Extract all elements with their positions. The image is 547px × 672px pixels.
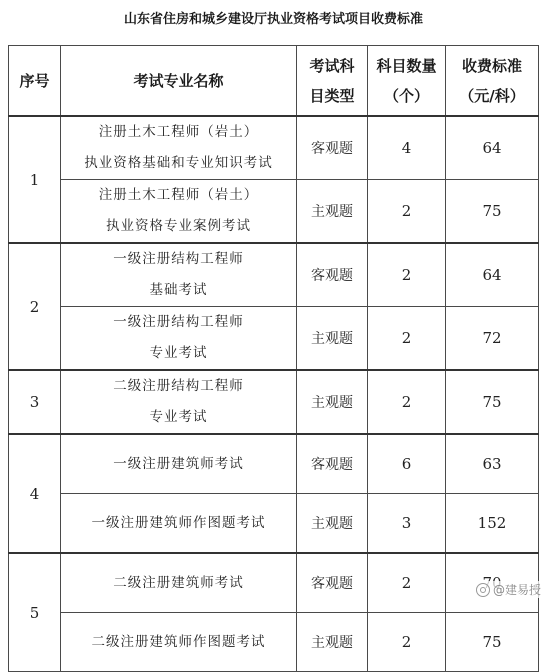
exam-type-cell: 主观题	[297, 613, 368, 672]
table-row	[9, 116, 539, 180]
subject-count-cell: 2	[368, 307, 446, 371]
subject-count-cell: 2	[368, 613, 446, 672]
exam-name-cell	[61, 613, 297, 672]
table-row	[9, 307, 539, 371]
exam-type-cell: 客观题	[297, 116, 368, 180]
exam-name-cell	[61, 370, 297, 434]
row-index: 4	[9, 434, 61, 553]
exam-name-line1: 二级注册结构工程师	[113, 378, 244, 394]
exam-name-line1: 一级注册建筑师作图题考试	[91, 514, 266, 531]
subject-count-cell: 3	[368, 494, 446, 554]
row-index: 3	[9, 370, 61, 434]
row-index: 2	[9, 243, 61, 370]
subject-count-cell: 2	[368, 180, 446, 244]
exam-type-cell: 主观题	[297, 370, 368, 434]
table-row	[9, 613, 539, 672]
exam-name-line2: 执业资格基础和专业知识考试	[84, 155, 273, 171]
exam-name-cell	[61, 116, 297, 180]
page-title: 山东省住房和城乡建设厅执业资格考试项目收费标准	[123, 12, 423, 27]
exam-name-cell	[61, 243, 297, 307]
table-header-row	[9, 46, 539, 117]
exam-name-cell	[61, 434, 297, 494]
exam-name-line1: 一级注册结构工程师	[113, 314, 244, 330]
exam-type-cell: 主观题	[297, 180, 368, 244]
subject-count-cell: 4	[368, 116, 446, 180]
exam-name-line2: 基础考试	[149, 282, 208, 298]
exam-type-cell: 主观题	[297, 494, 368, 554]
exam-name-line2: 专业考试	[149, 345, 208, 361]
subject-count-cell: 6	[368, 434, 446, 494]
fee-cell: 64	[446, 116, 539, 180]
table-row	[9, 243, 539, 307]
fee-cell: 152	[446, 494, 539, 554]
table-body	[9, 116, 539, 672]
exam-name-line1: 一级注册结构工程师	[113, 251, 244, 267]
exam-name-line1: 一级注册建筑师考试	[113, 455, 244, 472]
exam-name-line1: 二级注册建筑师考试	[113, 574, 244, 591]
row-index: 5	[9, 553, 61, 672]
fee-cell: 63	[446, 434, 539, 494]
exam-name-line2: 专业考试	[149, 409, 208, 425]
exam-name-cell	[61, 307, 297, 371]
header-index: 序号	[9, 46, 61, 117]
watermark-text: @建易授	[492, 583, 541, 597]
row-index: 1	[9, 116, 61, 243]
exam-name-line1: 注册土木工程师（岩土）	[98, 124, 259, 140]
subject-count-cell: 2	[368, 553, 446, 613]
fee-table	[8, 45, 539, 672]
fee-cell: 75	[446, 370, 539, 434]
header-type: 考试科 目类型	[297, 46, 368, 117]
subject-count-cell: 2	[368, 370, 446, 434]
exam-type-cell: 主观题	[297, 307, 368, 371]
fee-cell: 75	[446, 613, 539, 672]
exam-type-cell: 客观题	[297, 553, 368, 613]
table-row	[9, 434, 539, 494]
fee-cell: 64	[446, 243, 539, 307]
watermark	[476, 581, 541, 598]
exam-name-line2: 执业资格专业案例考试	[106, 218, 251, 234]
table-row	[9, 180, 539, 244]
fee-cell: 72	[446, 307, 539, 371]
header-name: 考试专业名称	[61, 46, 297, 117]
exam-type-cell: 客观题	[297, 434, 368, 494]
table-row	[9, 370, 539, 434]
circle-logo-icon	[476, 583, 490, 597]
header-count: 科目数量 （个）	[368, 46, 446, 117]
fee-cell: 75	[446, 180, 539, 244]
table-row	[9, 494, 539, 554]
exam-name-cell	[61, 494, 297, 554]
exam-name-line1: 二级注册建筑师作图题考试	[91, 633, 266, 650]
exam-name-cell	[61, 180, 297, 244]
header-fee: 收费标准 （元/科）	[446, 46, 539, 117]
subject-count-cell: 2	[368, 243, 446, 307]
exam-type-cell: 客观题	[297, 243, 368, 307]
exam-name-line1: 注册土木工程师（岩土）	[98, 187, 259, 203]
